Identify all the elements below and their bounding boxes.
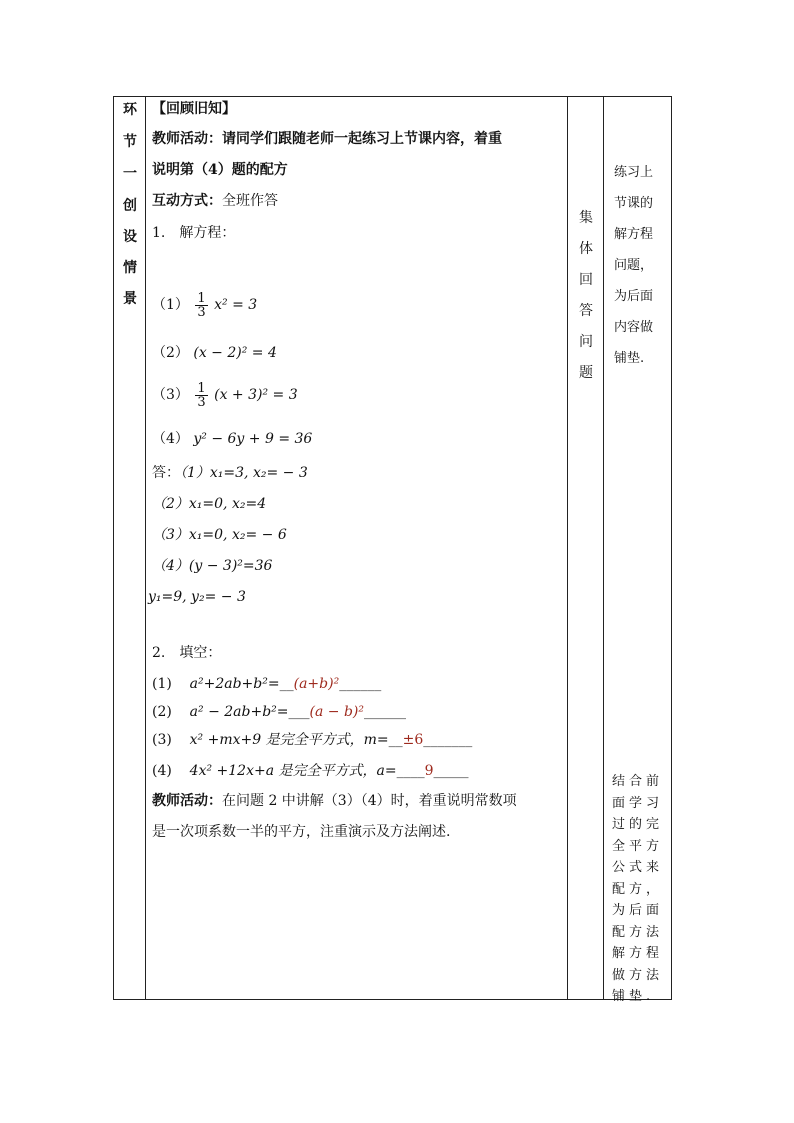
answer-line-4: （4）(y − 3)²=36	[152, 558, 273, 574]
fill-answer: (a+b)²	[293, 676, 340, 692]
teacher-activity-label: 教师活动：	[152, 793, 222, 809]
note-line: 练习上	[614, 165, 654, 180]
section-char: 环	[123, 102, 137, 118]
note-line: 公式来	[612, 860, 664, 875]
note-line: 解方程	[612, 946, 664, 961]
student-char: 问	[579, 334, 593, 350]
design-note-1	[614, 157, 664, 374]
equation-expr: y² − 6y + 9 = 36	[193, 431, 313, 447]
question-1-title: 1. 解方程：	[152, 225, 236, 241]
note-line: 全平方	[612, 838, 664, 854]
note-line: 配方法	[612, 924, 664, 940]
student-char: 集	[579, 210, 593, 226]
equation-3	[152, 381, 298, 409]
equation-label: （3）	[152, 387, 189, 403]
fill-4	[152, 761, 469, 781]
fill-2	[152, 702, 406, 722]
section-char: 一	[123, 166, 137, 182]
section-char: 情	[123, 260, 137, 276]
equation-2	[152, 343, 277, 363]
fill-label: (3)	[152, 732, 172, 748]
student-char: 体	[579, 241, 593, 257]
student-activity-column	[568, 97, 604, 999]
teacher-activity-label: 教师活动：	[152, 131, 222, 147]
note-line: 节课的	[614, 196, 654, 211]
fill-answer: ±6	[402, 732, 424, 748]
note-line: 为后面	[612, 903, 664, 918]
note-line: 配方，	[612, 881, 664, 897]
equation-label: （2）	[152, 345, 189, 361]
content-column	[146, 97, 568, 999]
fraction	[195, 382, 207, 409]
equation-label: （1）	[152, 297, 189, 313]
fill-blank: _____	[433, 763, 469, 779]
fill-text: x² +mx+9 是完全平方式，m=__	[189, 732, 403, 748]
section-char: 景	[123, 291, 137, 307]
teacher-activity-text-2: 说明第（4）题的配方	[152, 162, 288, 178]
fill-blank: ______	[339, 676, 382, 692]
fraction	[195, 292, 207, 319]
section-char: 节	[123, 134, 137, 150]
note-line: 问题，	[614, 258, 654, 273]
fill-text: 4x² +12x+a 是完全平方式，a=____	[189, 763, 425, 779]
fill-blank: _______	[423, 732, 473, 748]
interaction-text: 全班作答	[222, 193, 278, 209]
teacher-activity-2-line	[152, 791, 517, 811]
section-heading: 【回顾旧知】	[152, 101, 236, 117]
fill-label: (4)	[152, 763, 172, 779]
fraction-denominator: 3	[197, 394, 206, 410]
fill-answer: 9	[424, 763, 434, 779]
fill-answer: (a − b)²	[309, 704, 364, 720]
interaction-line	[152, 191, 278, 211]
fill-1	[152, 674, 381, 694]
answer-line-3: （3）x₁=0, x₂= − 6	[152, 527, 287, 543]
answer-text: （1）x₁=3, x₂= − 3	[180, 465, 308, 481]
fill-text: a²+2ab+b²=__	[189, 676, 294, 692]
equation-label: （4）	[152, 431, 189, 447]
lesson-table	[113, 96, 672, 1004]
note-line: 解方程	[614, 227, 654, 242]
fill-label: (1)	[152, 676, 172, 692]
interaction-label: 互动方式：	[152, 193, 222, 209]
note-line: 铺垫.	[614, 351, 645, 366]
student-char: 题	[579, 365, 593, 381]
equation-4	[152, 429, 312, 449]
question-2-title: 2. 填空：	[152, 645, 222, 661]
answer-line-2: （2）x₁=0, x₂=4	[152, 496, 267, 512]
design-note-2	[612, 771, 666, 1008]
note-line: 铺垫.	[612, 989, 655, 1004]
design-intent-column	[604, 97, 671, 1004]
section-char: 创	[123, 198, 137, 214]
equation-expr: (x + 3)² = 3	[214, 387, 298, 403]
fraction-denominator: 3	[197, 304, 206, 320]
note-line: 做方法	[612, 967, 664, 983]
answer-label: 答：	[152, 465, 180, 481]
fill-3	[152, 730, 472, 750]
note-line: 结合前	[612, 774, 664, 789]
teacher-activity-text: 在问题 2 中讲解（3）（4）时，着重说明常数项	[222, 793, 517, 809]
note-line: 内容做	[614, 320, 654, 335]
teacher-activity-2-text-2: 是一次项系数一半的平方，注重演示及方法阐述.	[152, 824, 451, 840]
equation-expr: (x − 2)² = 4	[193, 345, 277, 361]
fill-label: (2)	[152, 704, 172, 720]
answer-line-5: y₁=9, y₂= − 3	[148, 589, 246, 605]
note-line: 为后面	[614, 289, 654, 304]
section-char: 设	[123, 229, 137, 245]
answer-line-1	[152, 463, 308, 483]
fraction-numerator: 1	[197, 290, 206, 306]
teacher-activity-text: 请同学们跟随老师一起练习上节课内容，着重	[222, 131, 502, 147]
equation-1	[152, 291, 257, 319]
teacher-activity-line	[152, 129, 502, 149]
fill-text: a² − 2ab+b²=___	[189, 704, 310, 720]
fraction-numerator: 1	[197, 380, 206, 396]
fill-blank: ______	[363, 704, 406, 720]
note-line: 过的完	[612, 817, 664, 832]
student-char: 回	[579, 272, 593, 288]
equation-expr: x² = 3	[214, 297, 258, 313]
section-column	[114, 97, 146, 999]
note-line: 面学习	[612, 795, 664, 811]
student-char: 答	[579, 303, 593, 319]
